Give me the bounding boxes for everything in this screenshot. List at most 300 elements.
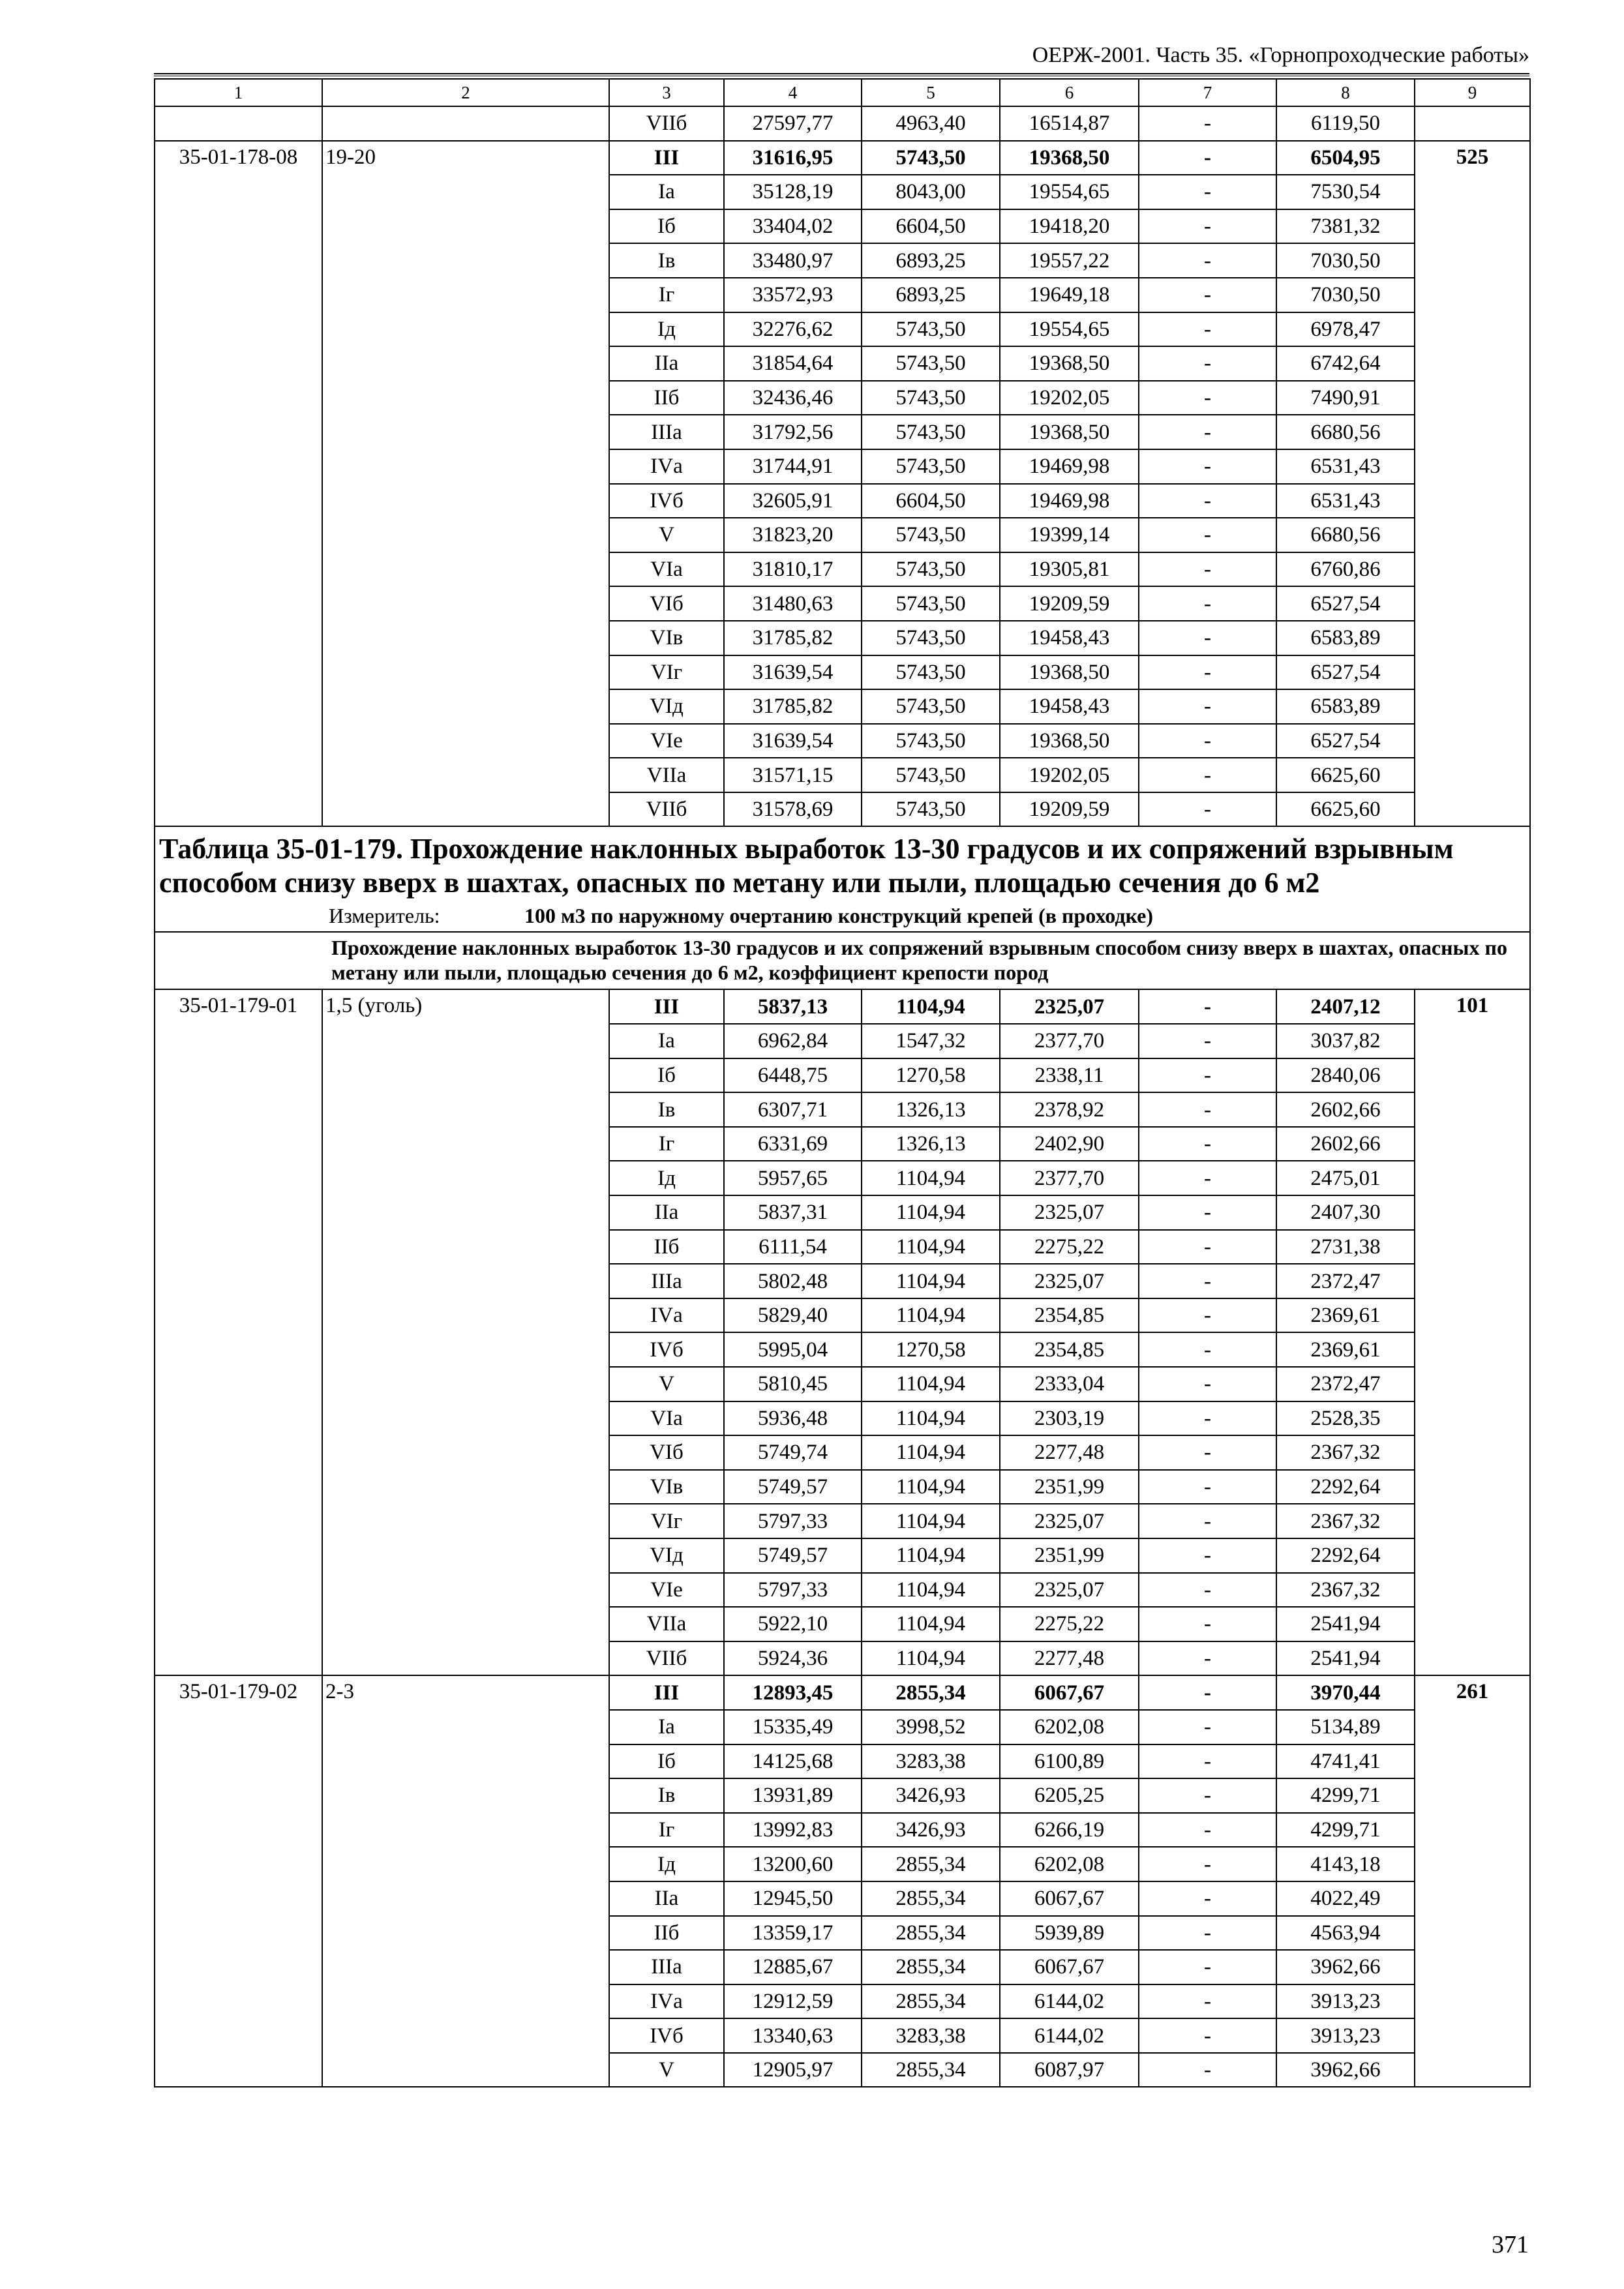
value-cell: - [1139,175,1276,209]
category-cell: IIIа [609,1264,724,1298]
value-cell: - [1139,1058,1276,1093]
value-cell: 19305,81 [1000,552,1139,587]
description-row [155,932,1530,989]
value-cell: 5743,50 [862,141,1000,175]
value-cell: 8043,00 [862,175,1000,209]
value-cell: 5810,45 [724,1367,862,1401]
value-cell: - [1139,989,1276,1024]
value-cell: 2855,34 [862,1847,1000,1881]
value-cell: 6583,89 [1276,689,1415,724]
rock-hardness: 19-20 [322,141,609,827]
category-cell: VIе [609,724,724,758]
value-cell: - [1139,1401,1276,1436]
value-cell: 1104,94 [862,1195,1000,1230]
value-cell: 7490,91 [1276,381,1415,415]
value-cell: - [1139,2053,1276,2087]
value-cell: 3426,93 [862,1813,1000,1848]
value-cell: 13931,89 [724,1778,862,1813]
value-cell: 6067,67 [1000,1881,1139,1916]
category-cell: IVб [609,1332,724,1367]
value-cell: 2369,61 [1276,1332,1415,1367]
value-cell: 19469,98 [1000,449,1139,484]
value-cell: 6978,47 [1276,312,1415,347]
value-cell: 6331,69 [724,1127,862,1161]
value-cell: 3913,23 [1276,1984,1415,2019]
category-cell: IIа [609,1881,724,1916]
value-cell: 2372,47 [1276,1367,1415,1401]
value-cell: - [1139,1573,1276,1608]
rate-code: 35-01-179-01 [155,989,322,1675]
table-row [155,141,1530,175]
value-cell: 6531,43 [1276,484,1415,518]
value-cell: 7530,54 [1276,175,1415,209]
value-cell: 19554,65 [1000,312,1139,347]
value-cell: - [1139,724,1276,758]
value-cell: - [1139,1641,1276,1676]
value-cell: 6625,60 [1276,792,1415,827]
value-cell: 2377,70 [1000,1024,1139,1058]
value-cell: 2840,06 [1276,1058,1415,1093]
value-cell: 5743,50 [862,381,1000,415]
category-cell: Iг [609,1813,724,1848]
value-cell: - [1139,449,1276,484]
value-cell: 5837,31 [724,1195,862,1230]
category-cell: VIIа [609,758,724,792]
page-header: ОЕРЖ-2001. Часть 35. «Горнопроходческие работы» [1032,43,1529,67]
value-cell: 6087,97 [1000,2053,1139,2087]
category-cell: III [609,989,724,1024]
value-cell: 14125,68 [724,1744,862,1779]
category-cell: VIв [609,1470,724,1504]
value-cell: 2372,47 [1276,1264,1415,1298]
value-cell: - [1139,1813,1276,1848]
value-cell: 13340,63 [724,2018,862,2053]
value-cell: 32436,46 [724,381,862,415]
category-cell: Iв [609,1778,724,1813]
value-cell: - [1139,1161,1276,1195]
value-cell: 6531,43 [1276,449,1415,484]
category-cell: VIIб [609,792,724,827]
value-cell: 12885,67 [724,1950,862,1984]
value-cell: - [1139,552,1276,587]
value-cell: 4963,40 [862,106,1000,141]
value-cell: 33404,02 [724,209,862,244]
category-cell: VIб [609,1435,724,1470]
value-cell: 3283,38 [862,1744,1000,1779]
column-number: 2 [322,79,609,106]
value-cell: 31785,82 [724,621,862,655]
value-cell: - [1139,1984,1276,2019]
value-cell: 31744,91 [724,449,862,484]
value-cell: - [1139,1847,1276,1881]
value-cell: 2351,99 [1000,1538,1139,1573]
value-cell: 19368,50 [1000,346,1139,381]
col9-cell [1415,106,1530,141]
value-cell: 6760,86 [1276,552,1415,587]
value-cell: 19649,18 [1000,278,1139,312]
value-cell: 5957,65 [724,1161,862,1195]
value-cell: 31480,63 [724,586,862,621]
category-cell: Iд [609,312,724,347]
column-number: 4 [724,79,862,106]
value-cell: 19202,05 [1000,381,1139,415]
value-cell: - [1139,518,1276,552]
value-cell: 31810,17 [724,552,862,587]
value-cell: - [1139,1298,1276,1333]
category-cell: VIIб [609,106,724,141]
value-cell: - [1139,243,1276,278]
value-cell: 19368,50 [1000,415,1139,449]
category-cell: Iб [609,1058,724,1093]
value-cell: 4299,71 [1276,1778,1415,1813]
value-cell: - [1139,312,1276,347]
value-cell: 31785,82 [724,689,862,724]
value-cell: 2325,07 [1000,989,1139,1024]
value-cell: 7030,50 [1276,278,1415,312]
value-cell: 5797,33 [724,1573,862,1608]
value-cell: 1104,94 [862,1470,1000,1504]
value-cell: 2275,22 [1000,1607,1139,1641]
value-cell: 13200,60 [724,1847,862,1881]
category-cell: IIб [609,1916,724,1951]
value-cell: 6119,50 [1276,106,1415,141]
rock-hardness: 1,5 (уголь) [322,989,609,1675]
value-cell: 3913,23 [1276,2018,1415,2053]
meter-line [159,903,1526,931]
category-cell: IIа [609,346,724,381]
category-cell: IIб [609,381,724,415]
value-cell: 1547,32 [862,1024,1000,1058]
value-cell: 5837,13 [724,989,862,1024]
value-cell: 6893,25 [862,243,1000,278]
value-cell: - [1139,346,1276,381]
value-cell: 15335,49 [724,1710,862,1744]
value-cell: 5743,50 [862,346,1000,381]
value-cell: 1104,94 [862,1264,1000,1298]
value-cell: 3426,93 [862,1778,1000,1813]
value-cell: 2528,35 [1276,1401,1415,1436]
value-cell: 2475,01 [1276,1161,1415,1195]
table-row [155,989,1530,1024]
value-cell: 5749,57 [724,1470,862,1504]
value-cell: 5743,50 [862,449,1000,484]
value-cell: 6527,54 [1276,724,1415,758]
column-number: 3 [609,79,724,106]
value-cell: 5743,50 [862,621,1000,655]
value-cell: 3962,66 [1276,1950,1415,1984]
value-cell: 3970,44 [1276,1675,1415,1710]
value-cell: 6202,08 [1000,1847,1139,1881]
value-cell: - [1139,1092,1276,1127]
category-cell: V [609,1367,724,1401]
value-cell: 6504,95 [1276,141,1415,175]
category-cell: VIд [609,689,724,724]
value-cell: 1104,94 [862,1573,1000,1608]
code-cell [155,106,322,141]
value-cell: - [1139,1675,1276,1710]
value-cell: 19368,50 [1000,724,1139,758]
value-cell: 2731,38 [1276,1230,1415,1264]
value-cell: 2855,34 [862,1950,1000,1984]
category-cell: Iг [609,278,724,312]
value-cell: 5995,04 [724,1332,862,1367]
value-cell: 35128,19 [724,175,862,209]
category-cell: Iа [609,1710,724,1744]
value-cell: 19368,50 [1000,655,1139,690]
table-description: Прохождение наклонных выработок 13-30 градусов и их сопряжений взрывным способом снизу вверх в шахтах, опасных по метану или пыли, площадью сечения до 6 м2, коэффициент крепости пород [155,932,1530,989]
header-rule [154,73,1529,76]
category-cell: V [609,518,724,552]
category-cell: III [609,1675,724,1710]
value-cell: 5749,57 [724,1538,862,1573]
value-cell: 2292,64 [1276,1470,1415,1504]
value-cell: 6583,89 [1276,621,1415,655]
value-cell: 6111,54 [724,1230,862,1264]
value-cell: 5743,50 [862,758,1000,792]
value-cell: 2292,64 [1276,1538,1415,1573]
value-cell: 1104,94 [862,1504,1000,1538]
value-cell: 5922,10 [724,1607,862,1641]
value-cell: 5743,50 [862,518,1000,552]
value-cell: 2275,22 [1000,1230,1139,1264]
value-cell: 6742,64 [1276,346,1415,381]
value-cell: 2354,85 [1000,1298,1139,1333]
value-cell: - [1139,1332,1276,1367]
value-cell: 6266,19 [1000,1813,1139,1848]
category-cell: IIа [609,1195,724,1230]
category-cell: Iг [609,1127,724,1161]
value-cell: 5743,50 [862,655,1000,690]
value-cell: - [1139,209,1276,244]
value-cell: 5743,50 [862,689,1000,724]
value-cell: 1104,94 [862,989,1000,1024]
value-cell: - [1139,1367,1276,1401]
value-cell: 31639,54 [724,724,862,758]
value-cell: 19368,50 [1000,141,1139,175]
value-cell: - [1139,1024,1276,1058]
value-cell: - [1139,1744,1276,1779]
category-cell: VIв [609,621,724,655]
page-number: 371 [1492,2231,1529,2258]
value-cell: 2325,07 [1000,1264,1139,1298]
category-cell: IVа [609,1298,724,1333]
value-cell: 2338,11 [1000,1058,1139,1093]
value-cell: 2325,07 [1000,1573,1139,1608]
value-cell: 2378,92 [1000,1092,1139,1127]
value-cell: 19557,22 [1000,243,1139,278]
value-cell: 6527,54 [1276,586,1415,621]
value-cell: 7381,32 [1276,209,1415,244]
value-cell: 4563,94 [1276,1916,1415,1951]
value-cell: 2402,90 [1000,1127,1139,1161]
value-cell: 19469,98 [1000,484,1139,518]
category-cell: VIд [609,1538,724,1573]
value-cell: 2367,32 [1276,1504,1415,1538]
category-cell: VIе [609,1573,724,1608]
value-cell: 1104,94 [862,1538,1000,1573]
value-cell: 1104,94 [862,1230,1000,1264]
value-cell: 33480,97 [724,243,862,278]
value-cell: 19209,59 [1000,586,1139,621]
value-cell: 32605,91 [724,484,862,518]
value-cell: 2602,66 [1276,1092,1415,1127]
value-cell: 3037,82 [1276,1024,1415,1058]
meter-label: Измеритель: [329,904,440,928]
value-cell: 2855,34 [862,1916,1000,1951]
category-cell: Iд [609,1161,724,1195]
value-cell: 27597,77 [724,106,862,141]
value-cell: 19458,43 [1000,621,1139,655]
category-cell: IVа [609,449,724,484]
category-cell: VIIа [609,1607,724,1641]
value-cell: - [1139,1538,1276,1573]
value-cell: 2325,07 [1000,1195,1139,1230]
value-cell: 2855,34 [862,1984,1000,2019]
value-cell: 4299,71 [1276,1813,1415,1848]
value-cell: 1326,13 [862,1127,1000,1161]
value-cell: - [1139,381,1276,415]
value-cell: 5924,36 [724,1641,862,1676]
category-cell: VIа [609,1401,724,1436]
value-cell: 2407,30 [1276,1195,1415,1230]
category-cell: VIIб [609,1641,724,1676]
value-cell: 4143,18 [1276,1847,1415,1881]
column-number: 9 [1415,79,1530,106]
param-cell [322,106,609,141]
value-cell: 6202,08 [1000,1710,1139,1744]
value-cell: 19554,65 [1000,175,1139,209]
category-cell: Iв [609,1092,724,1127]
category-cell: Iа [609,1024,724,1058]
value-cell: 2277,48 [1000,1435,1139,1470]
value-cell: - [1139,1127,1276,1161]
value-cell: 12912,59 [724,1984,862,2019]
value-cell: 5743,50 [862,552,1000,587]
value-cell: - [1139,1607,1276,1641]
value-cell: 5743,50 [862,312,1000,347]
value-cell: 2367,32 [1276,1435,1415,1470]
value-cell: 33572,93 [724,278,862,312]
column-number: 8 [1276,79,1415,106]
value-cell: 31571,15 [724,758,862,792]
value-cell: 13359,17 [724,1916,862,1951]
col9-value: 101 [1415,989,1530,1675]
value-cell: 5743,50 [862,586,1000,621]
value-cell: - [1139,1264,1276,1298]
value-cell: 6962,84 [724,1024,862,1058]
column-number: 1 [155,79,322,106]
value-cell: - [1139,792,1276,827]
value-cell: 5743,50 [862,415,1000,449]
category-cell: Iб [609,209,724,244]
category-cell: III [609,141,724,175]
value-cell: 6144,02 [1000,1984,1139,2019]
value-cell: 3283,38 [862,2018,1000,2053]
value-cell: 6067,67 [1000,1950,1139,1984]
category-cell: Iб [609,1744,724,1779]
value-cell: 31578,69 [724,792,862,827]
value-cell: - [1139,655,1276,690]
value-cell: 31854,64 [724,346,862,381]
value-cell: 1104,94 [862,1641,1000,1676]
value-cell: 12893,45 [724,1675,862,1710]
value-cell: 1104,94 [862,1161,1000,1195]
value-cell: - [1139,1230,1276,1264]
value-cell: - [1139,689,1276,724]
value-cell: 2325,07 [1000,1504,1139,1538]
value-cell: 6893,25 [862,278,1000,312]
column-number-row [155,79,1530,106]
value-cell: 6604,50 [862,484,1000,518]
meter-value: 100 м3 по наружному очертанию конструкций крепей (в проходке) [524,904,1154,928]
category-cell: IVб [609,484,724,518]
value-cell: - [1139,1470,1276,1504]
category-cell: VIг [609,655,724,690]
rate-code: 35-01-178-08 [155,141,322,827]
value-cell: 5939,89 [1000,1916,1139,1951]
value-cell: 6680,56 [1276,415,1415,449]
value-cell: 19418,20 [1000,209,1139,244]
column-number: 5 [862,79,1000,106]
value-cell: 13992,83 [724,1813,862,1848]
value-cell: 31823,20 [724,518,862,552]
value-cell: - [1139,586,1276,621]
value-cell: 2602,66 [1276,1127,1415,1161]
value-cell: 2855,34 [862,2053,1000,2087]
value-cell: - [1139,1916,1276,1951]
value-cell: 1104,94 [862,1367,1000,1401]
column-number: 7 [1139,79,1276,106]
value-cell: 6100,89 [1000,1744,1139,1779]
value-cell: 31616,95 [724,141,862,175]
value-cell: - [1139,141,1276,175]
value-cell: 3962,66 [1276,2053,1415,2087]
category-cell: IIб [609,1230,724,1264]
value-cell: - [1139,2018,1276,2053]
value-cell: 5802,48 [724,1264,862,1298]
category-cell: IVа [609,1984,724,2019]
value-cell: 6604,50 [862,209,1000,244]
value-cell: 6680,56 [1276,518,1415,552]
value-cell: 19209,59 [1000,792,1139,827]
value-cell: 2277,48 [1000,1641,1139,1676]
value-cell: 6307,71 [724,1092,862,1127]
value-cell: 5743,50 [862,724,1000,758]
value-cell: - [1139,106,1276,141]
category-cell: Iа [609,175,724,209]
category-cell: VIа [609,552,724,587]
value-cell: 2855,34 [862,1675,1000,1710]
value-cell: 5134,89 [1276,1710,1415,1744]
value-cell: 4741,41 [1276,1744,1415,1779]
value-cell: 12945,50 [724,1881,862,1916]
value-cell: - [1139,1950,1276,1984]
table-title: Таблица 35-01-179. Прохождение наклонных выработок 13-30 градусов и их сопряжений взрывным способом снизу вверх в шахтах, опасных по метану или пыли, площадью сечения до 6 м2 [159,833,1454,899]
price-table-wrapper [154,78,1529,2087]
value-cell: 16514,87 [1000,106,1139,141]
col9-value: 261 [1415,1675,1530,2087]
value-cell: 31792,56 [724,415,862,449]
value-cell: 5797,33 [724,1504,862,1538]
value-cell: - [1139,1881,1276,1916]
value-cell: - [1139,758,1276,792]
value-cell: 1326,13 [862,1092,1000,1127]
value-cell: 2377,70 [1000,1161,1139,1195]
value-cell: 2541,94 [1276,1641,1415,1676]
category-cell: VIб [609,586,724,621]
value-cell: 7030,50 [1276,243,1415,278]
value-cell: 1270,58 [862,1332,1000,1367]
